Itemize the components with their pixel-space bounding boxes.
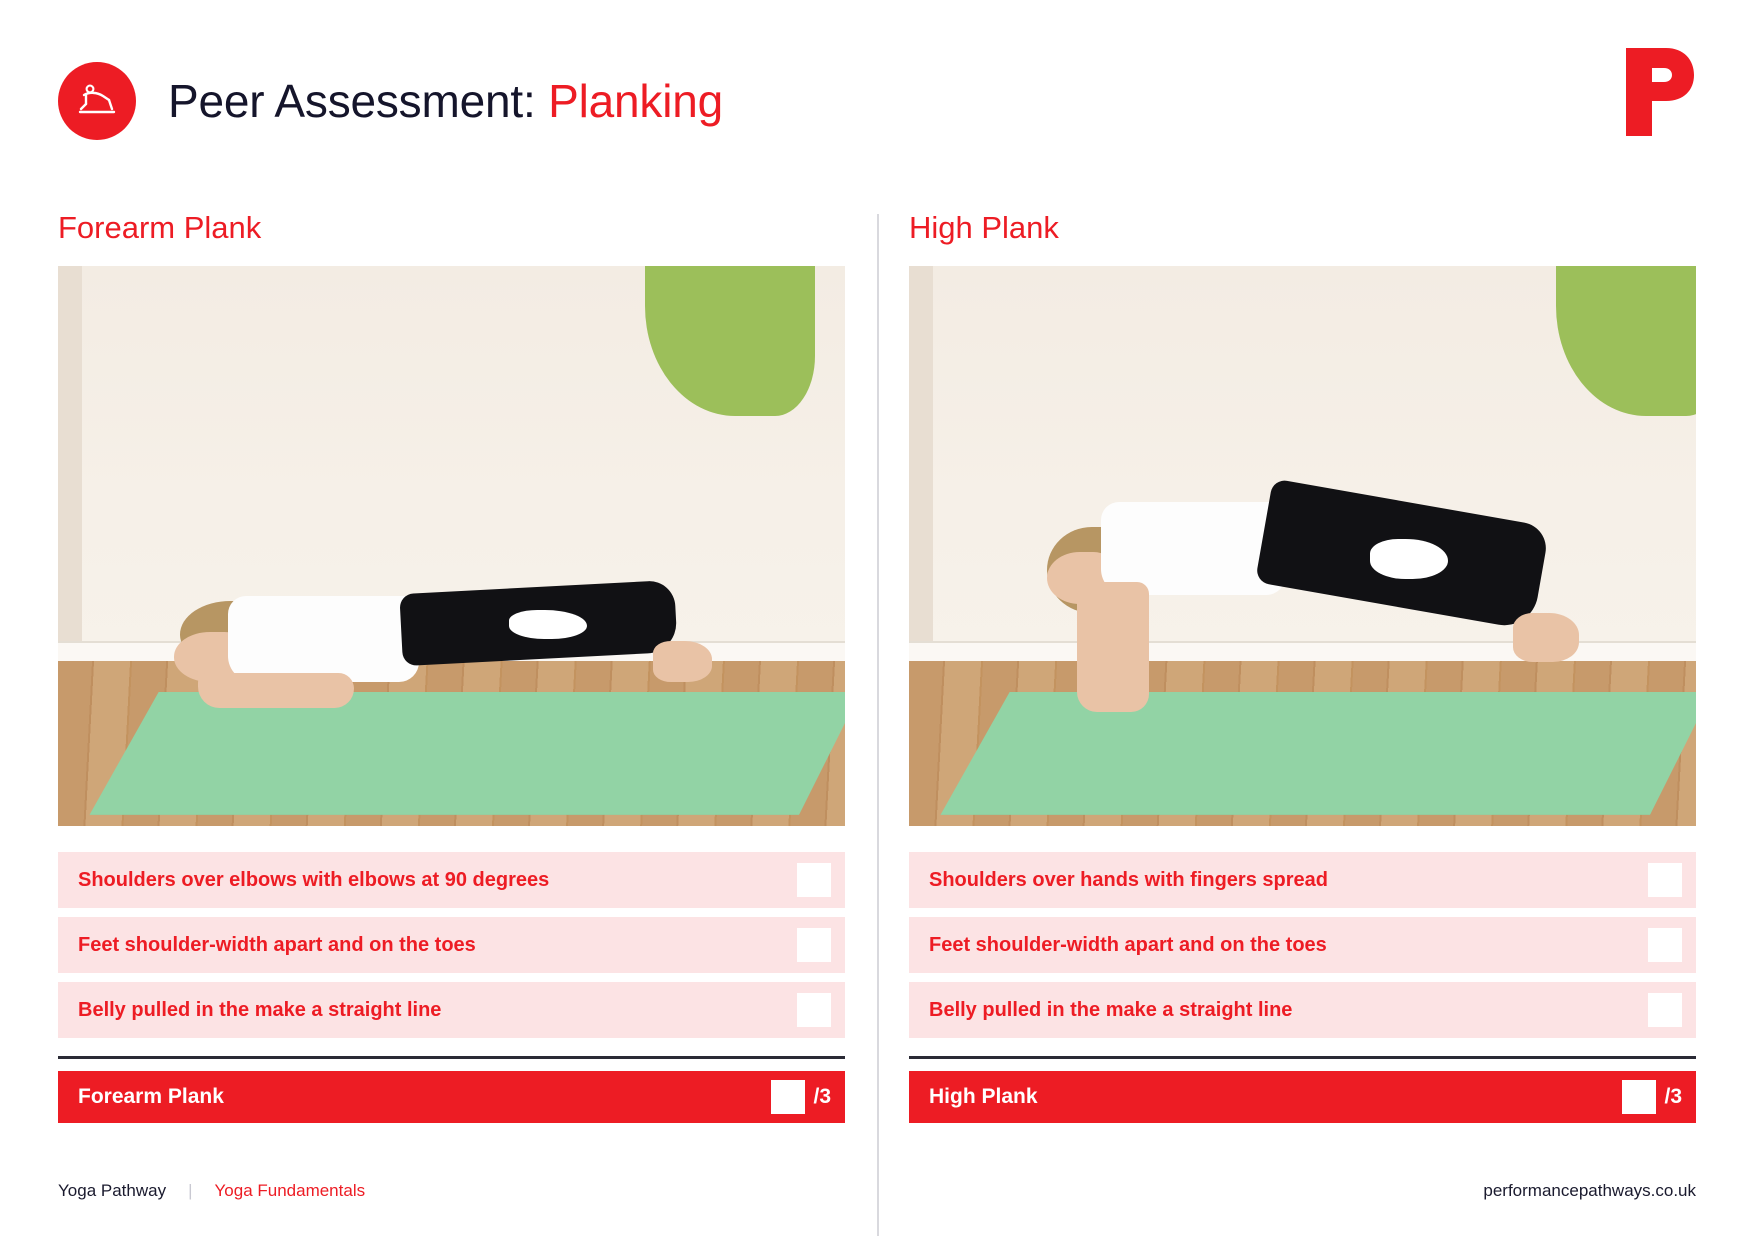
total-label: High Plank <box>929 1085 1038 1108</box>
criterion-text: Belly pulled in the make a straight line <box>929 998 1293 1021</box>
criteria-list-forearm <box>58 852 845 1038</box>
criterion-checkbox[interactable] <box>1648 993 1682 1027</box>
criterion-row <box>909 917 1696 973</box>
footer-divider: | <box>188 1181 193 1200</box>
criterion-text: Feet shoulder-width apart and on the toes <box>929 933 1327 956</box>
footer-pathway: Yoga Pathway <box>58 1181 167 1200</box>
total-out-of: /3 <box>813 1085 831 1108</box>
performance-pathways-p-logo <box>1622 46 1696 138</box>
assessment-columns <box>0 150 1754 1123</box>
total-label: Forearm Plank <box>78 1085 224 1108</box>
column-title-high: High Plank <box>909 210 1059 245</box>
criterion-checkbox[interactable] <box>797 863 831 897</box>
criterion-text: Shoulders over hands with fingers spread <box>929 868 1328 891</box>
criterion-row <box>58 917 845 973</box>
total-score-input[interactable] <box>771 1080 805 1114</box>
criterion-text: Feet shoulder-width apart and on the toes <box>78 933 476 956</box>
criterion-text: Shoulders over elbows with elbows at 90 degrees <box>78 868 550 891</box>
total-separator <box>909 1056 1696 1059</box>
total-bar-high <box>909 1071 1696 1123</box>
footer-unit: Yoga Fundamentals <box>214 1181 366 1200</box>
photo-forearm-plank <box>58 266 845 826</box>
criteria-list-high <box>909 852 1696 1038</box>
photo-high-plank <box>909 266 1696 826</box>
column-title-forearm: Forearm Plank <box>58 210 262 245</box>
criterion-row <box>58 982 845 1038</box>
column-high-plank <box>877 150 1696 1123</box>
page-footer <box>58 1181 1696 1201</box>
total-out-of: /3 <box>1664 1085 1682 1108</box>
total-score-input[interactable] <box>1622 1080 1656 1114</box>
total-bar-forearm <box>58 1071 845 1123</box>
column-divider <box>877 214 879 1236</box>
column-forearm-plank <box>58 150 877 1123</box>
footer-website: performancepathways.co.uk <box>1483 1181 1696 1200</box>
criterion-checkbox[interactable] <box>797 928 831 962</box>
page-header <box>0 0 1754 150</box>
criterion-checkbox[interactable] <box>797 993 831 1027</box>
criterion-checkbox[interactable] <box>1648 863 1682 897</box>
plank-figure-icon <box>58 62 136 140</box>
page-title-main: Peer Assessment: <box>168 75 536 127</box>
criterion-row <box>58 852 845 908</box>
criterion-text: Belly pulled in the make a straight line <box>78 998 442 1021</box>
criterion-checkbox[interactable] <box>1648 928 1682 962</box>
page-title <box>168 74 723 128</box>
page-title-topic: Planking <box>548 75 723 127</box>
total-separator <box>58 1056 845 1059</box>
criterion-row <box>909 982 1696 1038</box>
criterion-row <box>909 852 1696 908</box>
